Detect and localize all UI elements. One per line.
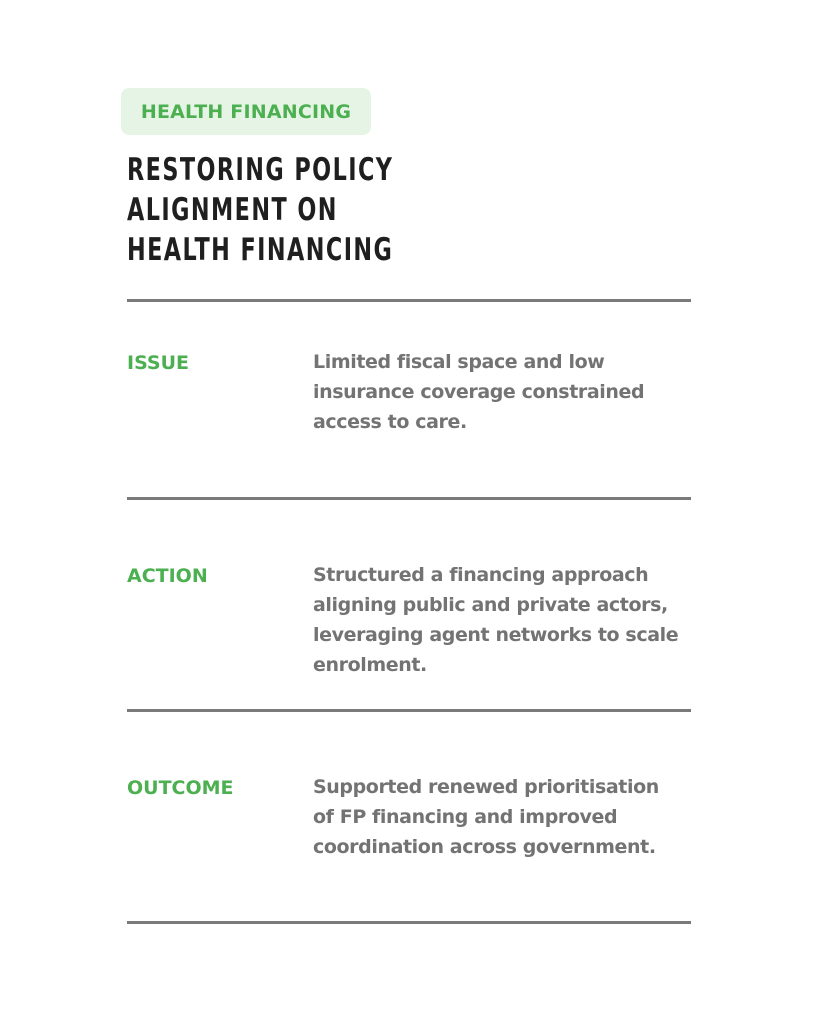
issue-label: ISSUE	[127, 352, 189, 374]
divider-top	[127, 299, 691, 302]
outcome-label: OUTCOME	[127, 777, 234, 799]
action-label: ACTION	[127, 565, 208, 587]
divider-bottom	[127, 921, 691, 924]
issue-text: Limited fiscal space and low insurance coverage constrained access to care.	[313, 351, 645, 433]
page-title: RESTORING POLICY ALIGNMENT ON HEALTH FINANCING	[127, 152, 394, 268]
divider-action-outcome	[127, 709, 691, 712]
category-tag	[121, 88, 371, 135]
outcome-text: Supported renewed prioritisation of FP financing and improved coordination across government.	[313, 776, 659, 858]
divider-issue-action	[127, 497, 691, 500]
action-text: Structured a financing approach aligning public and private actors, leveraging agent networks to scale enrolment.	[313, 564, 679, 676]
category-tag-label: HEALTH FINANCING	[140, 100, 352, 123]
